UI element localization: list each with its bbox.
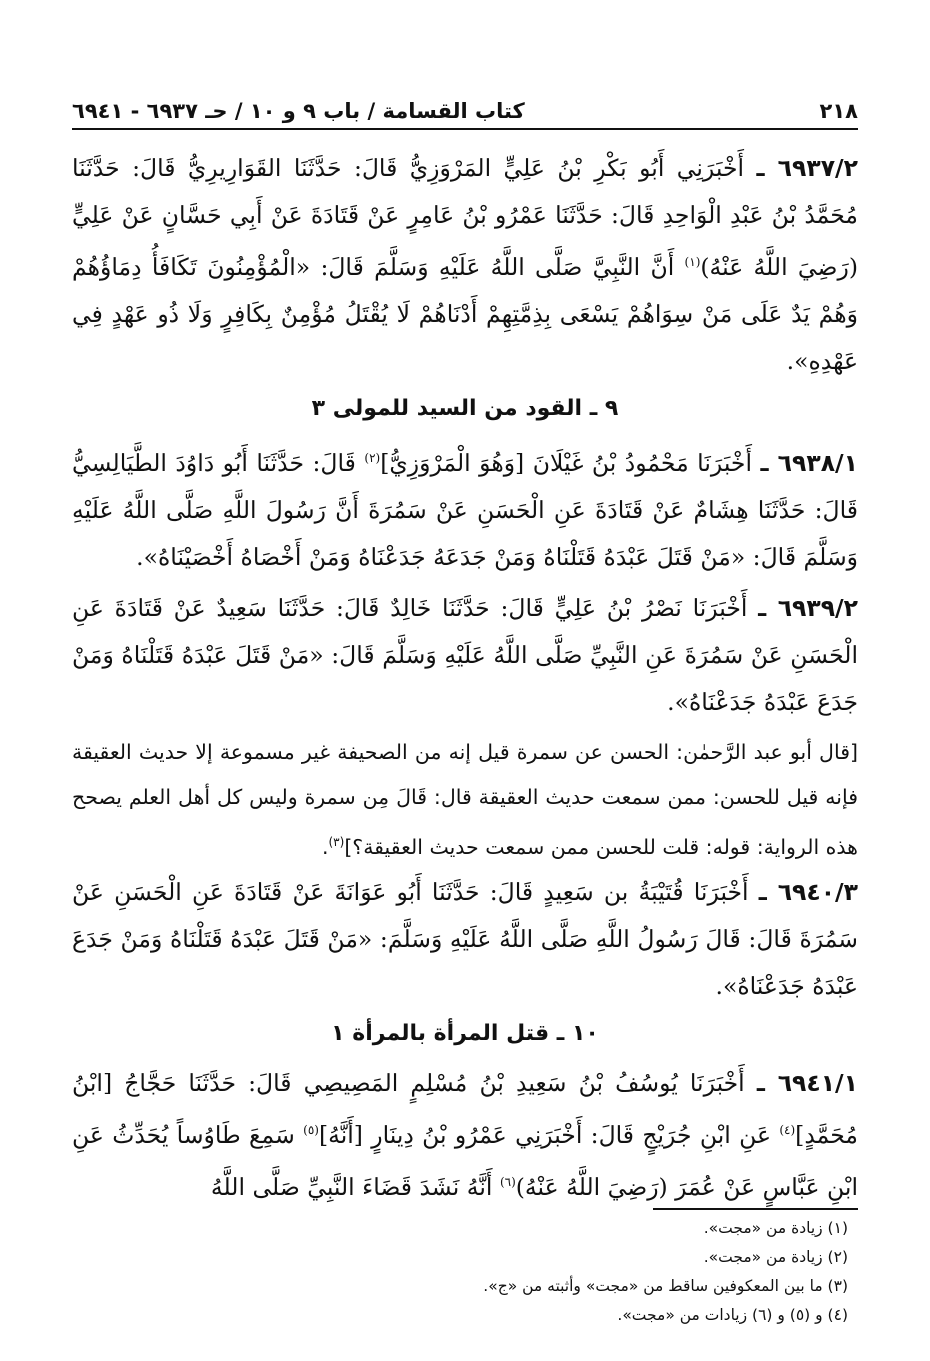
section-heading: ٩ ـ القود من السيد للمولى ٣ <box>311 395 619 421</box>
hadith-text: أَخْبَرَنِي أَبُو بَكْرِ بْنُ عَلِيٍّ المَرْوَزِيُّ قَالَ: حَدَّثَنَا القَوَارِيرِيُّ قَالَ: حَدَّثَنَا مُحَمَّدُ بْنُ عَبْدِ الْوَاحِدِ قَالَ: حَدَّثَنَا عَمْرُو بْنُ عَامِرٍ عَنْ قَتَادَةَ عَنْ أَبِي حَسَّانٍ عَنْ عَلِيٍّ (رَضِيَ اللَّهُ عَنْهُ) <box>72 154 858 281</box>
section-heading: ١٠ ـ قتل المرأة بالمرأة ١ <box>331 1021 599 1047</box>
hadith-6941 <box>72 1060 858 1211</box>
hadith-6938 <box>72 435 858 581</box>
footnote-ref: (٣) <box>328 834 345 849</box>
footnote-ref: (٤) <box>779 1123 796 1138</box>
hadith-number: ٦٩٤٠/٣ ـ <box>758 878 858 907</box>
hadith-text: أَخْبَرَنَا مَحْمُودُ بْنُ غَيْلَانَ [وَهُوَ الْمَرْوَزِيُّ] <box>380 448 752 477</box>
author-note <box>72 730 858 870</box>
hadith-text: أَنَّهُ نَشَدَ قَضَاءَ النَّبِيِّ صَلَّى اللَّهُ <box>210 1173 493 1202</box>
footnote-divider <box>653 1208 858 1210</box>
hadith-number: ٦٩٣٩/٢ ـ <box>758 593 858 622</box>
footnote-ref: (٢) <box>364 450 381 465</box>
hadith-text: أَخْبَرَنَا نَصْرُ بْنُ عَلِيٍّ قَالَ: حَدَّثَنَا خَالِدٌ قَالَ: حَدَّثَنَا سَعِيدٌ عَنْ قَتَادَةَ عَنِ الْحَسَنِ عَنْ سَمُرَةَ عَنِ النَّبِيِّ صَلَّى اللَّهُ عَلَيْهِ وَسَلَّمَ قَالَ: «مَنْ قَتَلَ عَبْدَهُ قَتَلْنَاهُ وَمَنْ جَدَعَ عَبْدَهُ جَدَعْنَاهُ». <box>72 593 858 716</box>
hadith-6940 <box>72 869 858 1010</box>
hadith-number: ٦٩٤١/١ ـ <box>756 1069 858 1098</box>
hadith-6939 <box>72 585 858 726</box>
footnote-ref: (١) <box>684 255 701 269</box>
hadith-text: عَنِ ابْنِ جُرَيْجٍ قَالَ: أَخْبَرَنِي عَمْرُو بْنُ دِينَارٍ [أَنَّهُ] <box>318 1121 772 1150</box>
note-text: [قال أبو عبد الرَّحمٰن: الحسن عن سمرة قيل إنه من الصحيفة غير مسموعة إلا حديث العقيقة فإنه قيل للحسن: ممن سمعت حديث العقيقة قال: قَالَ مِن سمرة وليس كل أهل العلم يصحح هذه الرواية: قوله: قلت للحسن ممن سمعت حديث العقيقة؟] <box>72 739 858 859</box>
hadith-6937 <box>72 145 858 385</box>
hadith-number: ٦٩٣٨/١ ـ <box>760 448 858 477</box>
hadith-text: أَنَّ النَّبِيَّ صَلَّى اللَّهُ عَلَيْهِ وَسَلَّمَ قَالَ: «الْمُؤْمِنُونَ تَكَافَأُ دِمَاؤُهُمْ وَهُمْ يَدٌ عَلَى مَنْ سِوَاهُمْ يَسْعَى بِذِمَّتِهِمْ أَدْنَاهُمْ لَا يُقْتَلُ مُؤْمِنٌ بِكَافِرٍ وَلَا ذُو عَهْدٍ فِي عَهْدِهِ». <box>72 252 858 375</box>
hadith-text: سَمِعَ طَاوُساً يُحَدِّثُ عَنِ ابْنِ عَبَّاسٍ عَنْ عُمَرَ (رَضِيَ اللَّهُ عَنْهُ) <box>72 1121 858 1202</box>
hadith-number: ٦٩٣٧/٢ ـ <box>756 154 858 182</box>
footnote: (٢) زيادة من «مجت». <box>703 1248 848 1266</box>
page-number: ٢١٨ <box>819 99 858 123</box>
hadith-text: أَخْبَرَنَا يُوسُفُ بْنُ سَعِيدِ بْنُ مُسْلِمٍ المَصِيصِي قَالَ: حَدَّثَنَا حَجَّاجُ [ابْنُ مُحَمَّدٍ] <box>72 1069 859 1150</box>
page-body <box>72 145 858 1211</box>
footnote: (٣) ما بين المعكوفين ساقط من «مجت» وأثبته من «ج». <box>483 1277 848 1295</box>
footnote: (١) زيادة من «مجت». <box>703 1219 848 1237</box>
hadith-text: قَالَ: حَدَّثَنَا أَبُو دَاوُدَ الطَّيَالِسِيُّ قَالَ: حَدَّثَنَا هِشَامٌ عَنْ قَتَادَةَ عَنِ الْحَسَنِ عَنْ سَمُرَةَ أَنَّ رَسُولَ اللَّهِ صَلَّى اللَّهُ عَلَيْهِ وَسَلَّمَ قَالَ: «مَنْ قَتَلَ عَبْدَهُ قَتَلْنَاهُ وَمَنْ جَدَعَهُ جَدَعْنَاهُ وَمَنْ أَخْصَاهُ أَخْصَيْنَاهُ». <box>72 448 858 571</box>
footnote: (٤) و (٥) و (٦) زيادات من «مجت». <box>617 1306 848 1324</box>
book-page <box>72 0 858 1361</box>
note-end: . <box>321 834 329 859</box>
footnote-ref: (٥) <box>303 1123 319 1138</box>
hadith-text: أَخْبَرَنَا قُتَيْبَةُ بن سَعِيدٍ قَالَ: حَدَّثَنَا أَبُو عَوَانَةَ عَنْ قَتَادَةَ عَنِ الْحَسَنِ عَنْ سَمُرَةَ قَالَ: قَالَ رَسُولُ اللَّهِ صَلَّى اللَّهُ عَلَيْهِ وَسَلَّمَ: «مَنْ قَتَلَ عَبْدَهُ قَتَلْنَاهُ وَمَنْ جَدَعَ عَبْدَهُ جَدَعْنَاهُ». <box>72 878 858 1001</box>
footnote-ref: (٦) <box>499 1175 516 1190</box>
footnotes <box>72 1214 848 1330</box>
running-header <box>72 92 858 130</box>
running-title: كتاب القسامة / باب ٩ و ١٠ / حـ ٦٩٣٧ - ٦٩٤١ <box>72 99 525 123</box>
